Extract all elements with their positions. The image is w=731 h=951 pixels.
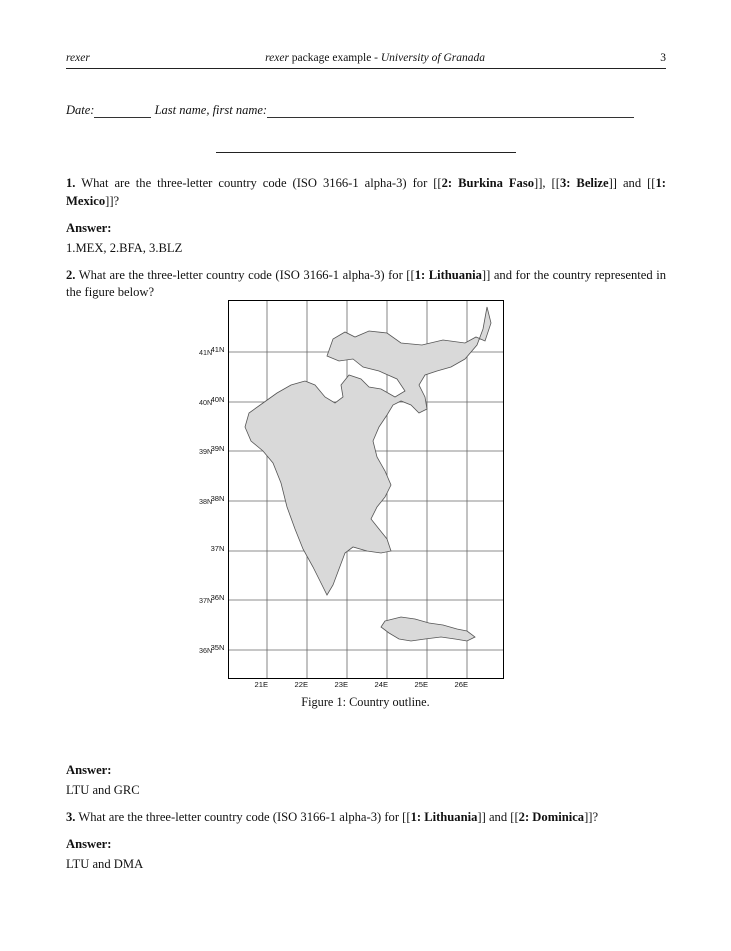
answer-label-2: Answer:: [66, 763, 112, 777]
x-axis-tick-1: 22E: [294, 680, 309, 689]
question-3-blank-2: 2: Dominica: [518, 809, 585, 824]
country-outline-map: [198, 300, 504, 689]
figure-1: [0, 300, 731, 710]
question-2: [66, 267, 666, 303]
country-island-shape: [381, 617, 475, 641]
question-1-blank-3: 1: Mexico: [66, 176, 666, 208]
question-2-blank-1: 1: Lithuania: [414, 267, 482, 282]
header-center-university: University of Granada: [380, 52, 486, 64]
y-axis-labels: [195, 301, 225, 678]
question-1-text-after: ]]?: [105, 193, 120, 208]
questions-lower-block: [66, 762, 666, 882]
y-axis-tick-1: 40N: [210, 395, 225, 404]
x-axis-tick-5: 26E: [454, 680, 469, 689]
answer-text-2: LTU and GRC: [66, 782, 140, 797]
x-axis-labels: [229, 680, 503, 694]
question-3-blank-1: 1: Lithuania: [410, 809, 478, 824]
question-1: [66, 175, 666, 211]
identification-line: [66, 103, 666, 118]
answer-label-3: Answer:: [66, 836, 112, 851]
y-axis-tick-4: 37N: [210, 544, 225, 553]
y-tick-39N: 39N: [198, 447, 212, 456]
x-axis-tick-3: 24E: [374, 680, 389, 689]
header-center-pkg: rexer: [265, 52, 289, 64]
y-axis-tick-5: 36N: [210, 593, 225, 602]
figure-caption: Figure 1: Country outline.: [301, 695, 430, 709]
name-blank-field[interactable]: [267, 106, 634, 118]
y-axis-tick-2: 39N: [210, 444, 225, 453]
question-1-mid-2: ]] and [[: [608, 176, 656, 190]
y-tick-37N: 37N: [198, 596, 212, 605]
x-axis-tick-2: 23E: [334, 680, 349, 689]
question-2-number: 2.: [66, 267, 76, 282]
date-blank-field[interactable]: [94, 106, 151, 118]
page-header: [66, 52, 666, 69]
y-axis-tick-0: 41N: [210, 345, 225, 354]
answer-label-1: Answer:: [66, 220, 112, 235]
question-1-mid-1: ]], [[: [534, 176, 560, 190]
header-left-title: rexer: [66, 52, 90, 64]
header-center-title: [90, 52, 660, 64]
answer-text-3: LTU and DMA: [66, 856, 144, 871]
y-tick-38N: 38N: [198, 497, 212, 506]
x-axis-tick-0: 21E: [254, 680, 269, 689]
question-3: [66, 809, 666, 827]
section-divider-rule: [216, 152, 516, 153]
question-1-text-before: What are the three-letter country code (ISO 3166-1 alpha-3) for [[: [75, 176, 442, 190]
question-1-blank-1: 2: Burkina Faso: [441, 176, 535, 190]
question-2-text-before: What are the three-letter country code (ISO 3166-1 alpha-3) for [[: [75, 267, 415, 282]
answer-text-1: 1.MEX, 2.BFA, 3.BLZ: [66, 240, 183, 255]
y-axis-tick-3: 38N: [210, 494, 225, 503]
question-3-number: 3.: [66, 809, 76, 824]
page-number: 3: [660, 52, 666, 64]
y-axis-tick-6: 35N: [210, 643, 225, 652]
header-center-middle: package example -: [288, 52, 381, 64]
question-1-blank-2: 3: Belize: [559, 176, 609, 190]
question-3-text-before: What are the three-letter country code (ISO 3166-1 alpha-3) for [[: [75, 809, 411, 824]
questions-upper-block: [66, 175, 666, 304]
name-label: Last name, first name:: [154, 103, 268, 117]
question-2-text-after: ]] and for the country represented in the figure below?: [66, 267, 666, 300]
question-3-text-after: ]]?: [584, 809, 599, 824]
question-3-mid-1: ]] and [[: [477, 809, 519, 824]
y-tick-36N: 36N: [198, 646, 212, 655]
question-1-number: 1.: [66, 176, 76, 190]
y-tick-40N: 40N: [198, 398, 212, 407]
x-axis-tick-4: 25E: [414, 680, 429, 689]
date-label: Date:: [66, 103, 95, 117]
y-tick-41N: 41N: [198, 348, 212, 357]
